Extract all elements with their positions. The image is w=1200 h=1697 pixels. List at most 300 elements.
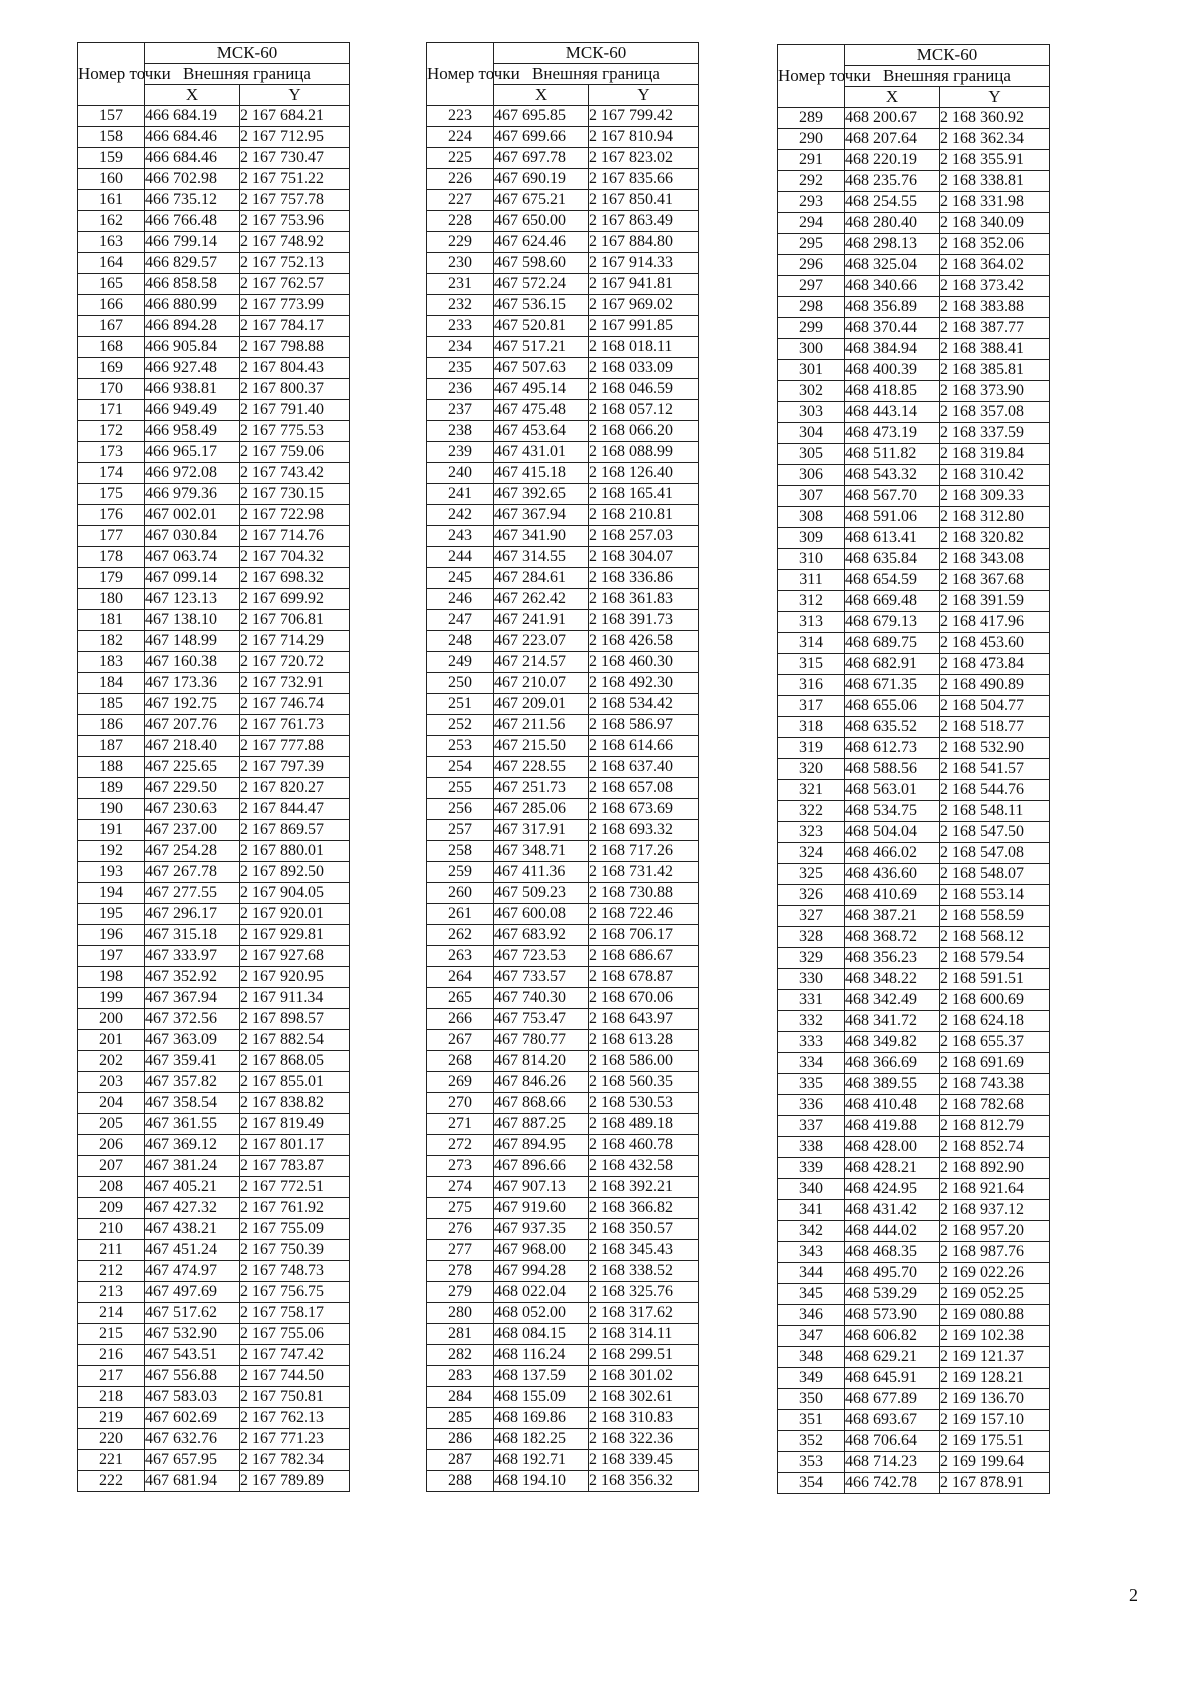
x-coordinate-cell: 467 740.30 (494, 988, 589, 1009)
table-row (78, 127, 350, 148)
y-coordinate-cell: 2 168 391.73 (589, 610, 699, 631)
table-row (427, 1324, 699, 1345)
y-coordinate-cell: 2 168 586.00 (589, 1051, 699, 1072)
point-number-cell: 302 (778, 381, 845, 402)
x-coordinate-cell: 468 689.75 (845, 633, 940, 654)
point-number-cell: 199 (78, 988, 145, 1009)
y-coordinate-cell: 2 167 777.88 (240, 736, 350, 757)
point-number-cell: 261 (427, 904, 494, 925)
table-row (427, 274, 699, 295)
table-row (778, 213, 1050, 234)
point-number-cell: 219 (78, 1408, 145, 1429)
point-number-cell: 344 (778, 1263, 845, 1284)
coordinates-table-1 (77, 42, 350, 1492)
x-coordinate-cell: 468 588.56 (845, 759, 940, 780)
table-row (427, 1198, 699, 1219)
y-coordinate-cell: 2 167 750.39 (240, 1240, 350, 1261)
point-number-cell: 312 (778, 591, 845, 612)
point-number-cell: 314 (778, 633, 845, 654)
point-number-cell: 227 (427, 190, 494, 211)
point-number-cell: 262 (427, 925, 494, 946)
table-row (427, 1366, 699, 1387)
y-coordinate-cell: 2 168 360.92 (940, 108, 1050, 129)
y-coordinate-cell: 2 167 838.82 (240, 1093, 350, 1114)
point-number-cell: 341 (778, 1200, 845, 1221)
x-coordinate-cell: 468 220.19 (845, 150, 940, 171)
x-coordinate-cell: 467 690.19 (494, 169, 589, 190)
point-number-cell: 351 (778, 1410, 845, 1431)
point-number-cell: 241 (427, 484, 494, 505)
y-coordinate-cell: 2 168 355.91 (940, 150, 1050, 171)
table-row (778, 906, 1050, 927)
x-coordinate-cell: 467 475.48 (494, 400, 589, 421)
point-number-cell: 169 (78, 358, 145, 379)
point-number-cell: 238 (427, 421, 494, 442)
point-number-cell: 309 (778, 528, 845, 549)
x-coordinate-cell: 468 436.60 (845, 864, 940, 885)
y-coordinate-cell: 2 168 643.97 (589, 1009, 699, 1030)
x-coordinate-cell: 466 979.36 (145, 484, 240, 505)
table-row (778, 1368, 1050, 1389)
x-coordinate-cell: 467 733.57 (494, 967, 589, 988)
x-coordinate-cell: 467 314.55 (494, 547, 589, 568)
table-row (78, 358, 350, 379)
y-coordinate-cell: 2 167 823.02 (589, 148, 699, 169)
x-coordinate-cell: 467 517.62 (145, 1303, 240, 1324)
y-coordinate-cell: 2 168 312.80 (940, 507, 1050, 528)
table-row (778, 381, 1050, 402)
y-coordinate-cell: 2 168 547.50 (940, 822, 1050, 843)
point-number-cell: 323 (778, 822, 845, 843)
x-coordinate-cell: 467 218.40 (145, 736, 240, 757)
table-row (778, 192, 1050, 213)
y-coordinate-cell: 2 168 678.87 (589, 967, 699, 988)
y-coordinate-cell: 2 168 210.81 (589, 505, 699, 526)
y-coordinate-cell: 2 168 490.89 (940, 675, 1050, 696)
table-row (78, 190, 350, 211)
table-row (427, 1261, 699, 1282)
point-number-cell: 298 (778, 297, 845, 318)
y-coordinate-cell: 2 167 753.96 (240, 211, 350, 232)
x-coordinate-cell: 467 868.66 (494, 1093, 589, 1114)
point-number-cell: 296 (778, 255, 845, 276)
point-number-cell: 233 (427, 316, 494, 337)
point-number-cell: 193 (78, 862, 145, 883)
x-coordinate-cell: 468 207.64 (845, 129, 940, 150)
y-coordinate-cell: 2 167 991.85 (589, 316, 699, 337)
y-coordinate-cell: 2 168 686.67 (589, 946, 699, 967)
x-coordinate-cell: 468 356.89 (845, 297, 940, 318)
y-coordinate-cell: 2 168 489.18 (589, 1114, 699, 1135)
x-coordinate-cell: 467 192.75 (145, 694, 240, 715)
y-coordinate-cell: 2 168 336.86 (589, 568, 699, 589)
table-row (78, 1282, 350, 1303)
point-number-cell: 348 (778, 1347, 845, 1368)
y-coordinate-cell: 2 168 637.40 (589, 757, 699, 778)
x-coordinate-cell: 468 387.21 (845, 906, 940, 927)
y-coordinate-cell: 2 168 392.21 (589, 1177, 699, 1198)
x-coordinate-cell: 467 284.61 (494, 568, 589, 589)
table-row (778, 990, 1050, 1011)
x-coordinate-cell: 468 635.52 (845, 717, 940, 738)
table-row (78, 526, 350, 547)
table-row (427, 169, 699, 190)
point-number-cell: 188 (78, 757, 145, 778)
point-number-cell: 307 (778, 486, 845, 507)
point-number-cell: 294 (778, 213, 845, 234)
x-coordinate-cell: 467 507.63 (494, 358, 589, 379)
y-coordinate-cell: 2 167 684.21 (240, 106, 350, 127)
x-coordinate-cell: 467 367.94 (145, 988, 240, 1009)
y-coordinate-cell: 2 168 320.82 (940, 528, 1050, 549)
table-row (778, 360, 1050, 381)
y-coordinate-cell: 2 167 757.78 (240, 190, 350, 211)
x-coordinate-cell: 468 679.13 (845, 612, 940, 633)
point-number-cell: 263 (427, 946, 494, 967)
y-column-header: Y (240, 85, 350, 106)
point-number-cell: 326 (778, 885, 845, 906)
table-row (778, 822, 1050, 843)
point-number-cell: 173 (78, 442, 145, 463)
y-coordinate-cell: 2 169 128.21 (940, 1368, 1050, 1389)
x-coordinate-cell: 468 084.15 (494, 1324, 589, 1345)
table-row (778, 549, 1050, 570)
table-row (78, 337, 350, 358)
x-coordinate-cell: 468 419.88 (845, 1116, 940, 1137)
point-number-cell: 270 (427, 1093, 494, 1114)
x-coordinate-cell: 468 606.82 (845, 1326, 940, 1347)
x-coordinate-cell: 467 348.71 (494, 841, 589, 862)
point-number-cell: 167 (78, 316, 145, 337)
table-row (778, 1158, 1050, 1179)
point-number-cell: 174 (78, 463, 145, 484)
x-coordinate-cell: 467 846.26 (494, 1072, 589, 1093)
point-number-cell: 284 (427, 1387, 494, 1408)
y-coordinate-cell: 2 168 613.28 (589, 1030, 699, 1051)
table-row (778, 654, 1050, 675)
table-row (427, 904, 699, 925)
table-row (778, 1389, 1050, 1410)
table-row (78, 253, 350, 274)
x-coordinate-cell: 466 702.98 (145, 169, 240, 190)
x-coordinate-cell: 467 267.78 (145, 862, 240, 883)
x-coordinate-cell: 467 123.13 (145, 589, 240, 610)
y-coordinate-cell: 2 168 937.12 (940, 1200, 1050, 1221)
x-coordinate-cell: 467 296.17 (145, 904, 240, 925)
table-row (78, 400, 350, 421)
table-row (78, 1408, 350, 1429)
point-number-cell: 343 (778, 1242, 845, 1263)
table-row (427, 1072, 699, 1093)
x-coordinate-cell: 467 968.00 (494, 1240, 589, 1261)
x-coordinate-cell: 468 194.10 (494, 1471, 589, 1492)
point-number-cell: 186 (78, 715, 145, 736)
x-coordinate-cell: 467 392.65 (494, 484, 589, 505)
point-number-cell: 223 (427, 106, 494, 127)
table-row (427, 148, 699, 169)
x-coordinate-cell: 468 682.91 (845, 654, 940, 675)
table-row (78, 967, 350, 988)
point-number-cell: 300 (778, 339, 845, 360)
table-row (427, 1450, 699, 1471)
y-coordinate-cell: 2 167 704.32 (240, 547, 350, 568)
point-number-cell: 226 (427, 169, 494, 190)
table-row (778, 171, 1050, 192)
table-row (78, 274, 350, 295)
table-row (778, 738, 1050, 759)
y-coordinate-cell: 2 167 712.95 (240, 127, 350, 148)
x-coordinate-cell: 467 333.97 (145, 946, 240, 967)
table-row (427, 1114, 699, 1135)
x-coordinate-cell: 468 169.86 (494, 1408, 589, 1429)
point-number-cell: 259 (427, 862, 494, 883)
table-row (427, 1219, 699, 1240)
y-coordinate-cell: 2 167 869.57 (240, 820, 350, 841)
point-number-cell: 205 (78, 1114, 145, 1135)
y-coordinate-cell: 2 167 751.22 (240, 169, 350, 190)
x-coordinate-cell: 467 994.28 (494, 1261, 589, 1282)
table-row (778, 696, 1050, 717)
table-row (78, 1009, 350, 1030)
x-coordinate-cell: 467 624.46 (494, 232, 589, 253)
y-coordinate-cell: 2 167 755.09 (240, 1219, 350, 1240)
x-coordinate-cell: 468 635.84 (845, 549, 940, 570)
point-number-cell: 218 (78, 1387, 145, 1408)
y-coordinate-cell: 2 168 673.69 (589, 799, 699, 820)
x-coordinate-cell: 467 225.65 (145, 757, 240, 778)
x-coordinate-cell: 467 148.99 (145, 631, 240, 652)
y-coordinate-cell: 2 168 317.62 (589, 1303, 699, 1324)
point-number-cell: 308 (778, 507, 845, 528)
y-coordinate-cell: 2 168 558.59 (940, 906, 1050, 927)
y-coordinate-cell: 2 168 314.11 (589, 1324, 699, 1345)
x-coordinate-cell: 468 428.00 (845, 1137, 940, 1158)
table-row (78, 1471, 350, 1492)
point-number-header: Номер точки (78, 43, 145, 106)
x-coordinate-cell: 468 349.82 (845, 1032, 940, 1053)
table-row (778, 1095, 1050, 1116)
point-number-cell: 349 (778, 1368, 845, 1389)
coordinate-system-header: МСК-60 (494, 43, 699, 64)
x-coordinate-cell: 466 927.48 (145, 358, 240, 379)
point-number-cell: 162 (78, 211, 145, 232)
y-coordinate-cell: 2 167 911.34 (240, 988, 350, 1009)
point-number-cell: 157 (78, 106, 145, 127)
x-coordinate-cell: 467 002.01 (145, 505, 240, 526)
y-coordinate-cell: 2 167 850.41 (589, 190, 699, 211)
table-row (78, 988, 350, 1009)
x-coordinate-cell: 467 359.41 (145, 1051, 240, 1072)
x-coordinate-cell: 468 368.72 (845, 927, 940, 948)
y-coordinate-cell: 2 168 812.79 (940, 1116, 1050, 1137)
x-coordinate-cell: 468 655.06 (845, 696, 940, 717)
point-number-cell: 335 (778, 1074, 845, 1095)
y-coordinate-cell: 2 167 941.81 (589, 274, 699, 295)
y-coordinate-cell: 2 168 579.54 (940, 948, 1050, 969)
table-row (427, 862, 699, 883)
point-number-cell: 231 (427, 274, 494, 295)
point-number-cell: 271 (427, 1114, 494, 1135)
y-coordinate-cell: 2 168 586.97 (589, 715, 699, 736)
x-coordinate-cell: 468 573.90 (845, 1305, 940, 1326)
table-row (78, 1093, 350, 1114)
table-row (427, 1030, 699, 1051)
x-coordinate-cell: 468 431.42 (845, 1200, 940, 1221)
y-coordinate-cell: 2 167 920.95 (240, 967, 350, 988)
boundary-subheader: Внешняя граница (845, 66, 1050, 87)
point-number-cell: 220 (78, 1429, 145, 1450)
x-coordinate-cell: 467 363.09 (145, 1030, 240, 1051)
point-number-cell: 206 (78, 1135, 145, 1156)
point-number-cell: 305 (778, 444, 845, 465)
y-coordinate-cell: 2 167 801.17 (240, 1135, 350, 1156)
x-coordinate-cell: 468 539.29 (845, 1284, 940, 1305)
table-row (427, 295, 699, 316)
y-coordinate-cell: 2 167 920.01 (240, 904, 350, 925)
x-coordinate-cell: 467 543.51 (145, 1345, 240, 1366)
y-coordinate-cell: 2 167 878.91 (940, 1473, 1050, 1494)
y-coordinate-cell: 2 168 322.36 (589, 1429, 699, 1450)
table-row (78, 862, 350, 883)
x-coordinate-cell: 468 348.22 (845, 969, 940, 990)
point-number-cell: 329 (778, 948, 845, 969)
y-coordinate-cell: 2 168 361.83 (589, 589, 699, 610)
point-number-cell: 224 (427, 127, 494, 148)
point-number-cell: 198 (78, 967, 145, 988)
table-row (78, 799, 350, 820)
x-coordinate-cell: 468 400.39 (845, 360, 940, 381)
point-number-cell: 202 (78, 1051, 145, 1072)
x-coordinate-cell: 468 654.59 (845, 570, 940, 591)
y-coordinate-cell: 2 167 969.02 (589, 295, 699, 316)
table-row (78, 673, 350, 694)
point-number-cell: 316 (778, 675, 845, 696)
y-coordinate-cell: 2 167 798.88 (240, 337, 350, 358)
table-row (78, 757, 350, 778)
x-coordinate-cell: 467 919.60 (494, 1198, 589, 1219)
point-number-cell: 299 (778, 318, 845, 339)
y-coordinate-cell: 2 167 752.13 (240, 253, 350, 274)
y-coordinate-cell: 2 167 835.66 (589, 169, 699, 190)
table-row (427, 463, 699, 484)
point-number-cell: 243 (427, 526, 494, 547)
y-coordinate-cell: 2 167 720.72 (240, 652, 350, 673)
x-coordinate-cell: 467 681.94 (145, 1471, 240, 1492)
table-row (778, 612, 1050, 633)
table-row (778, 255, 1050, 276)
x-coordinate-cell: 467 532.90 (145, 1324, 240, 1345)
table-row (78, 1219, 350, 1240)
y-coordinate-cell: 2 167 810.94 (589, 127, 699, 148)
y-coordinate-cell: 2 168 782.68 (940, 1095, 1050, 1116)
y-coordinate-cell: 2 168 357.08 (940, 402, 1050, 423)
x-column-header: X (494, 85, 589, 106)
x-coordinate-cell: 468 567.70 (845, 486, 940, 507)
point-number-cell: 237 (427, 400, 494, 421)
x-coordinate-cell: 466 766.48 (145, 211, 240, 232)
point-number-cell: 204 (78, 1093, 145, 1114)
x-coordinate-cell: 467 536.15 (494, 295, 589, 316)
table-row (427, 1429, 699, 1450)
point-number-cell: 306 (778, 465, 845, 486)
x-coordinate-cell: 468 424.95 (845, 1179, 940, 1200)
point-number-cell: 257 (427, 820, 494, 841)
y-coordinate-cell: 2 167 880.01 (240, 841, 350, 862)
table-row (78, 589, 350, 610)
y-coordinate-cell: 2 168 018.11 (589, 337, 699, 358)
table-row (427, 1177, 699, 1198)
x-coordinate-cell: 468 116.24 (494, 1345, 589, 1366)
x-coordinate-cell: 467 138.10 (145, 610, 240, 631)
point-number-cell: 297 (778, 276, 845, 297)
point-number-cell: 277 (427, 1240, 494, 1261)
x-coordinate-cell: 467 556.88 (145, 1366, 240, 1387)
x-coordinate-cell: 467 214.57 (494, 652, 589, 673)
point-number-cell: 319 (778, 738, 845, 759)
y-coordinate-cell: 2 168 387.77 (940, 318, 1050, 339)
x-coordinate-cell: 467 211.56 (494, 715, 589, 736)
y-coordinate-cell: 2 168 304.07 (589, 547, 699, 568)
point-number-cell: 232 (427, 295, 494, 316)
y-coordinate-cell: 2 168 717.26 (589, 841, 699, 862)
y-coordinate-cell: 2 168 046.59 (589, 379, 699, 400)
x-coordinate-cell: 467 241.91 (494, 610, 589, 631)
y-coordinate-cell: 2 167 789.89 (240, 1471, 350, 1492)
point-number-cell: 181 (78, 610, 145, 631)
point-number-cell: 255 (427, 778, 494, 799)
coordinates-table-2 (426, 42, 699, 1492)
point-number-cell: 166 (78, 295, 145, 316)
y-coordinate-cell: 2 168 310.42 (940, 465, 1050, 486)
y-coordinate-cell: 2 167 747.42 (240, 1345, 350, 1366)
table-row (78, 295, 350, 316)
point-number-cell: 310 (778, 549, 845, 570)
point-number-cell: 324 (778, 843, 845, 864)
point-number-cell: 249 (427, 652, 494, 673)
x-coordinate-cell: 468 298.13 (845, 234, 940, 255)
x-coordinate-cell: 468 052.00 (494, 1303, 589, 1324)
point-number-cell: 180 (78, 589, 145, 610)
y-coordinate-cell: 2 168 852.74 (940, 1137, 1050, 1158)
point-number-cell: 283 (427, 1366, 494, 1387)
table-row (78, 694, 350, 715)
x-coordinate-cell: 466 684.19 (145, 106, 240, 127)
table-row (78, 568, 350, 589)
y-coordinate-cell: 2 168 614.66 (589, 736, 699, 757)
point-number-cell: 187 (78, 736, 145, 757)
y-coordinate-cell: 2 168 337.59 (940, 423, 1050, 444)
point-number-cell: 276 (427, 1219, 494, 1240)
table-row (78, 1345, 350, 1366)
y-coordinate-cell: 2 168 706.17 (589, 925, 699, 946)
point-number-cell: 338 (778, 1137, 845, 1158)
point-number-cell: 176 (78, 505, 145, 526)
point-number-cell: 207 (78, 1156, 145, 1177)
point-number-cell: 194 (78, 883, 145, 904)
table-row (778, 801, 1050, 822)
coordinate-system-header: МСК-60 (145, 43, 350, 64)
point-number-cell: 178 (78, 547, 145, 568)
x-coordinate-cell: 467 063.74 (145, 547, 240, 568)
table-row (78, 1303, 350, 1324)
x-coordinate-cell: 467 650.00 (494, 211, 589, 232)
point-number-cell: 289 (778, 108, 845, 129)
point-number-cell: 287 (427, 1450, 494, 1471)
x-coordinate-cell: 466 958.49 (145, 421, 240, 442)
y-coordinate-cell: 2 167 714.76 (240, 526, 350, 547)
y-coordinate-cell: 2 168 257.03 (589, 526, 699, 547)
table-row (78, 169, 350, 190)
